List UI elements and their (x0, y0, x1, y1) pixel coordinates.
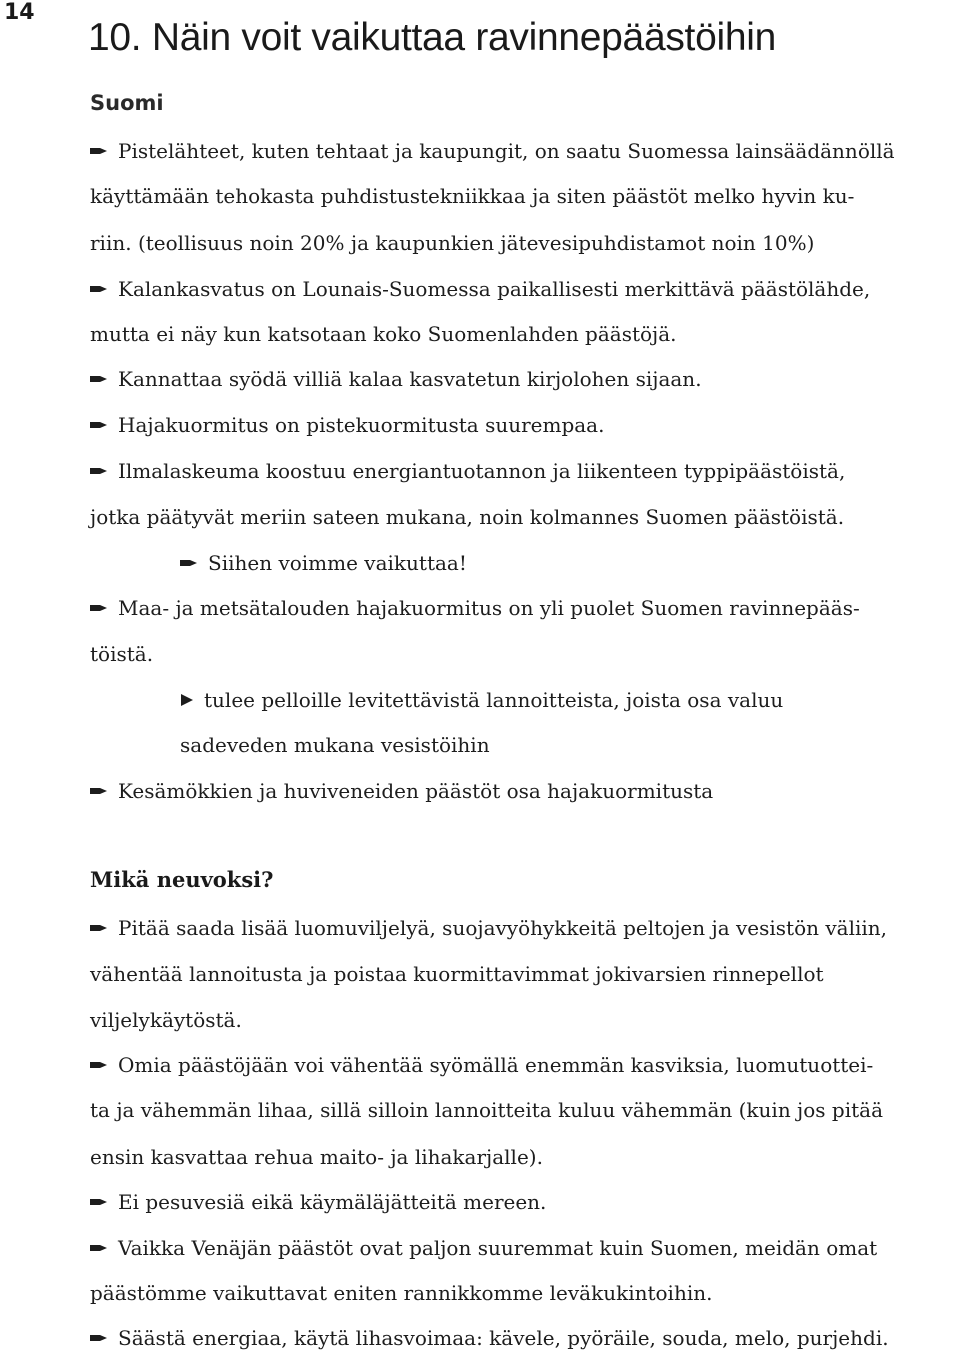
list-item-text: Omia päästöjään voi vähentää syömällä enemmän kasviksia, luomutuottei- (118, 1053, 874, 1077)
pointing-hand-bullet-icon (90, 1241, 108, 1255)
list-item-text: tulee pelloille levitettävistä lannoitteista, joista osa valuu (204, 688, 784, 712)
list-item-text: Hajakuormitus on pistekuormitusta suurempaa. (118, 413, 605, 437)
list-item (90, 1055, 873, 1075)
pointing-hand-bullet-icon (90, 282, 108, 296)
list-item-continuation: käyttämään tehokasta puhdistustekniikkaa ja siten päästöt melko hyvin ku- (90, 184, 855, 208)
pointing-hand-bullet-icon (90, 1058, 108, 1072)
list-item-text: Säästä energiaa, käytä lihasvoimaa: kävele, pyöräile, souda, melo, purjehdi. (118, 1326, 889, 1350)
list-item-continuation: riin. (teollisuus noin 20% ja kaupunkien jätevesipuhdistamot noin 10%) (90, 231, 815, 255)
section-heading-suomi: Suomi (90, 91, 164, 115)
list-item (90, 461, 845, 481)
list-item (90, 141, 895, 161)
pointing-hand-bullet-icon (90, 464, 108, 478)
list-item-text: Pistelähteet, kuten tehtaat ja kaupungit, on saatu Suomessa lainsäädännöllä (118, 139, 895, 163)
page-number: 14 (4, 0, 35, 25)
list-item-continuation: päästömme vaikuttavat eniten rannikkomme leväkukintoihin. (90, 1281, 713, 1305)
list-item-text: Siihen voimme vaikuttaa! (208, 551, 467, 575)
list-item-continuation: jotka päätyvät meriin sateen mukana, noin kolmannes Suomen päästöistä. (90, 505, 845, 529)
pointing-hand-bullet-icon (90, 1195, 108, 1209)
pointing-hand-bullet-icon (180, 556, 198, 570)
triangle-bullet-icon (180, 693, 194, 707)
list-item (90, 781, 713, 801)
list-item-text: Kalankasvatus on Lounais-Suomessa paikallisesti merkittävä päästölähde, (118, 277, 871, 301)
pointing-hand-bullet-icon (90, 144, 108, 158)
pointing-hand-bullet-icon (90, 921, 108, 935)
list-item-text: Pitää saada lisää luomuviljelyä, suojavyöhykkeitä peltojen ja vesistön väliin, (118, 916, 887, 940)
list-item-text: Kesämökkien ja huviveneiden päästöt osa hajakuormitusta (118, 779, 714, 803)
list-item-continuation: ta ja vähemmän lihaa, sillä silloin lannoitteita kuluu vähemmän (kuin jos pitää (90, 1098, 884, 1122)
pointing-hand-bullet-icon (90, 1331, 108, 1345)
list-item-continuation: vähentää lannoitusta ja poistaa kuormittavimmat jokivarsien rinnepellot (90, 962, 824, 986)
list-item-continuation: töistä. (90, 642, 154, 666)
list-item-text: Ilmalaskeuma koostuu energiantuotannon ja liikenteen typpipäästöistä, (118, 459, 846, 483)
list-item (90, 279, 870, 299)
list-item (90, 1328, 889, 1348)
list-item-text: Maa- ja metsätalouden hajakuormitus on yli puolet Suomen ravinnepääs- (118, 596, 860, 620)
list-item (90, 918, 887, 938)
list-item (90, 1238, 877, 1258)
list-item (90, 598, 860, 618)
sub-list-item (180, 553, 467, 573)
list-item (90, 369, 702, 389)
section-heading-mika-neuvoksi: Mikä neuvoksi? (90, 867, 274, 892)
list-item-continuation: ensin kasvattaa rehua maito- ja lihakarjalle). (90, 1145, 543, 1169)
list-item-text: Kannattaa syödä villiä kalaa kasvatetun kirjolohen sijaan. (118, 367, 702, 391)
list-item-continuation: viljelykäytöstä. (90, 1008, 242, 1032)
list-item (90, 1192, 546, 1212)
list-item-text: Ei pesuvesiä eikä käymäläjätteitä mereen. (118, 1190, 547, 1214)
pointing-hand-bullet-icon (90, 372, 108, 386)
pointing-hand-bullet-icon (90, 418, 108, 432)
list-item-text: Vaikka Venäjän päästöt ovat paljon suuremmat kuin Suomen, meidän omat (118, 1236, 878, 1260)
sub-list-item-continuation: sadeveden mukana vesistöihin (180, 733, 490, 757)
page-title: 10. Näin voit vaikuttaa ravinnepäästöihin (88, 16, 776, 59)
list-item-continuation: mutta ei näy kun katsotaan koko Suomenlahden päästöjä. (90, 322, 677, 346)
list-item (90, 415, 604, 435)
pointing-hand-bullet-icon (90, 784, 108, 798)
sub-list-item (180, 690, 783, 710)
pointing-hand-bullet-icon (90, 601, 108, 615)
